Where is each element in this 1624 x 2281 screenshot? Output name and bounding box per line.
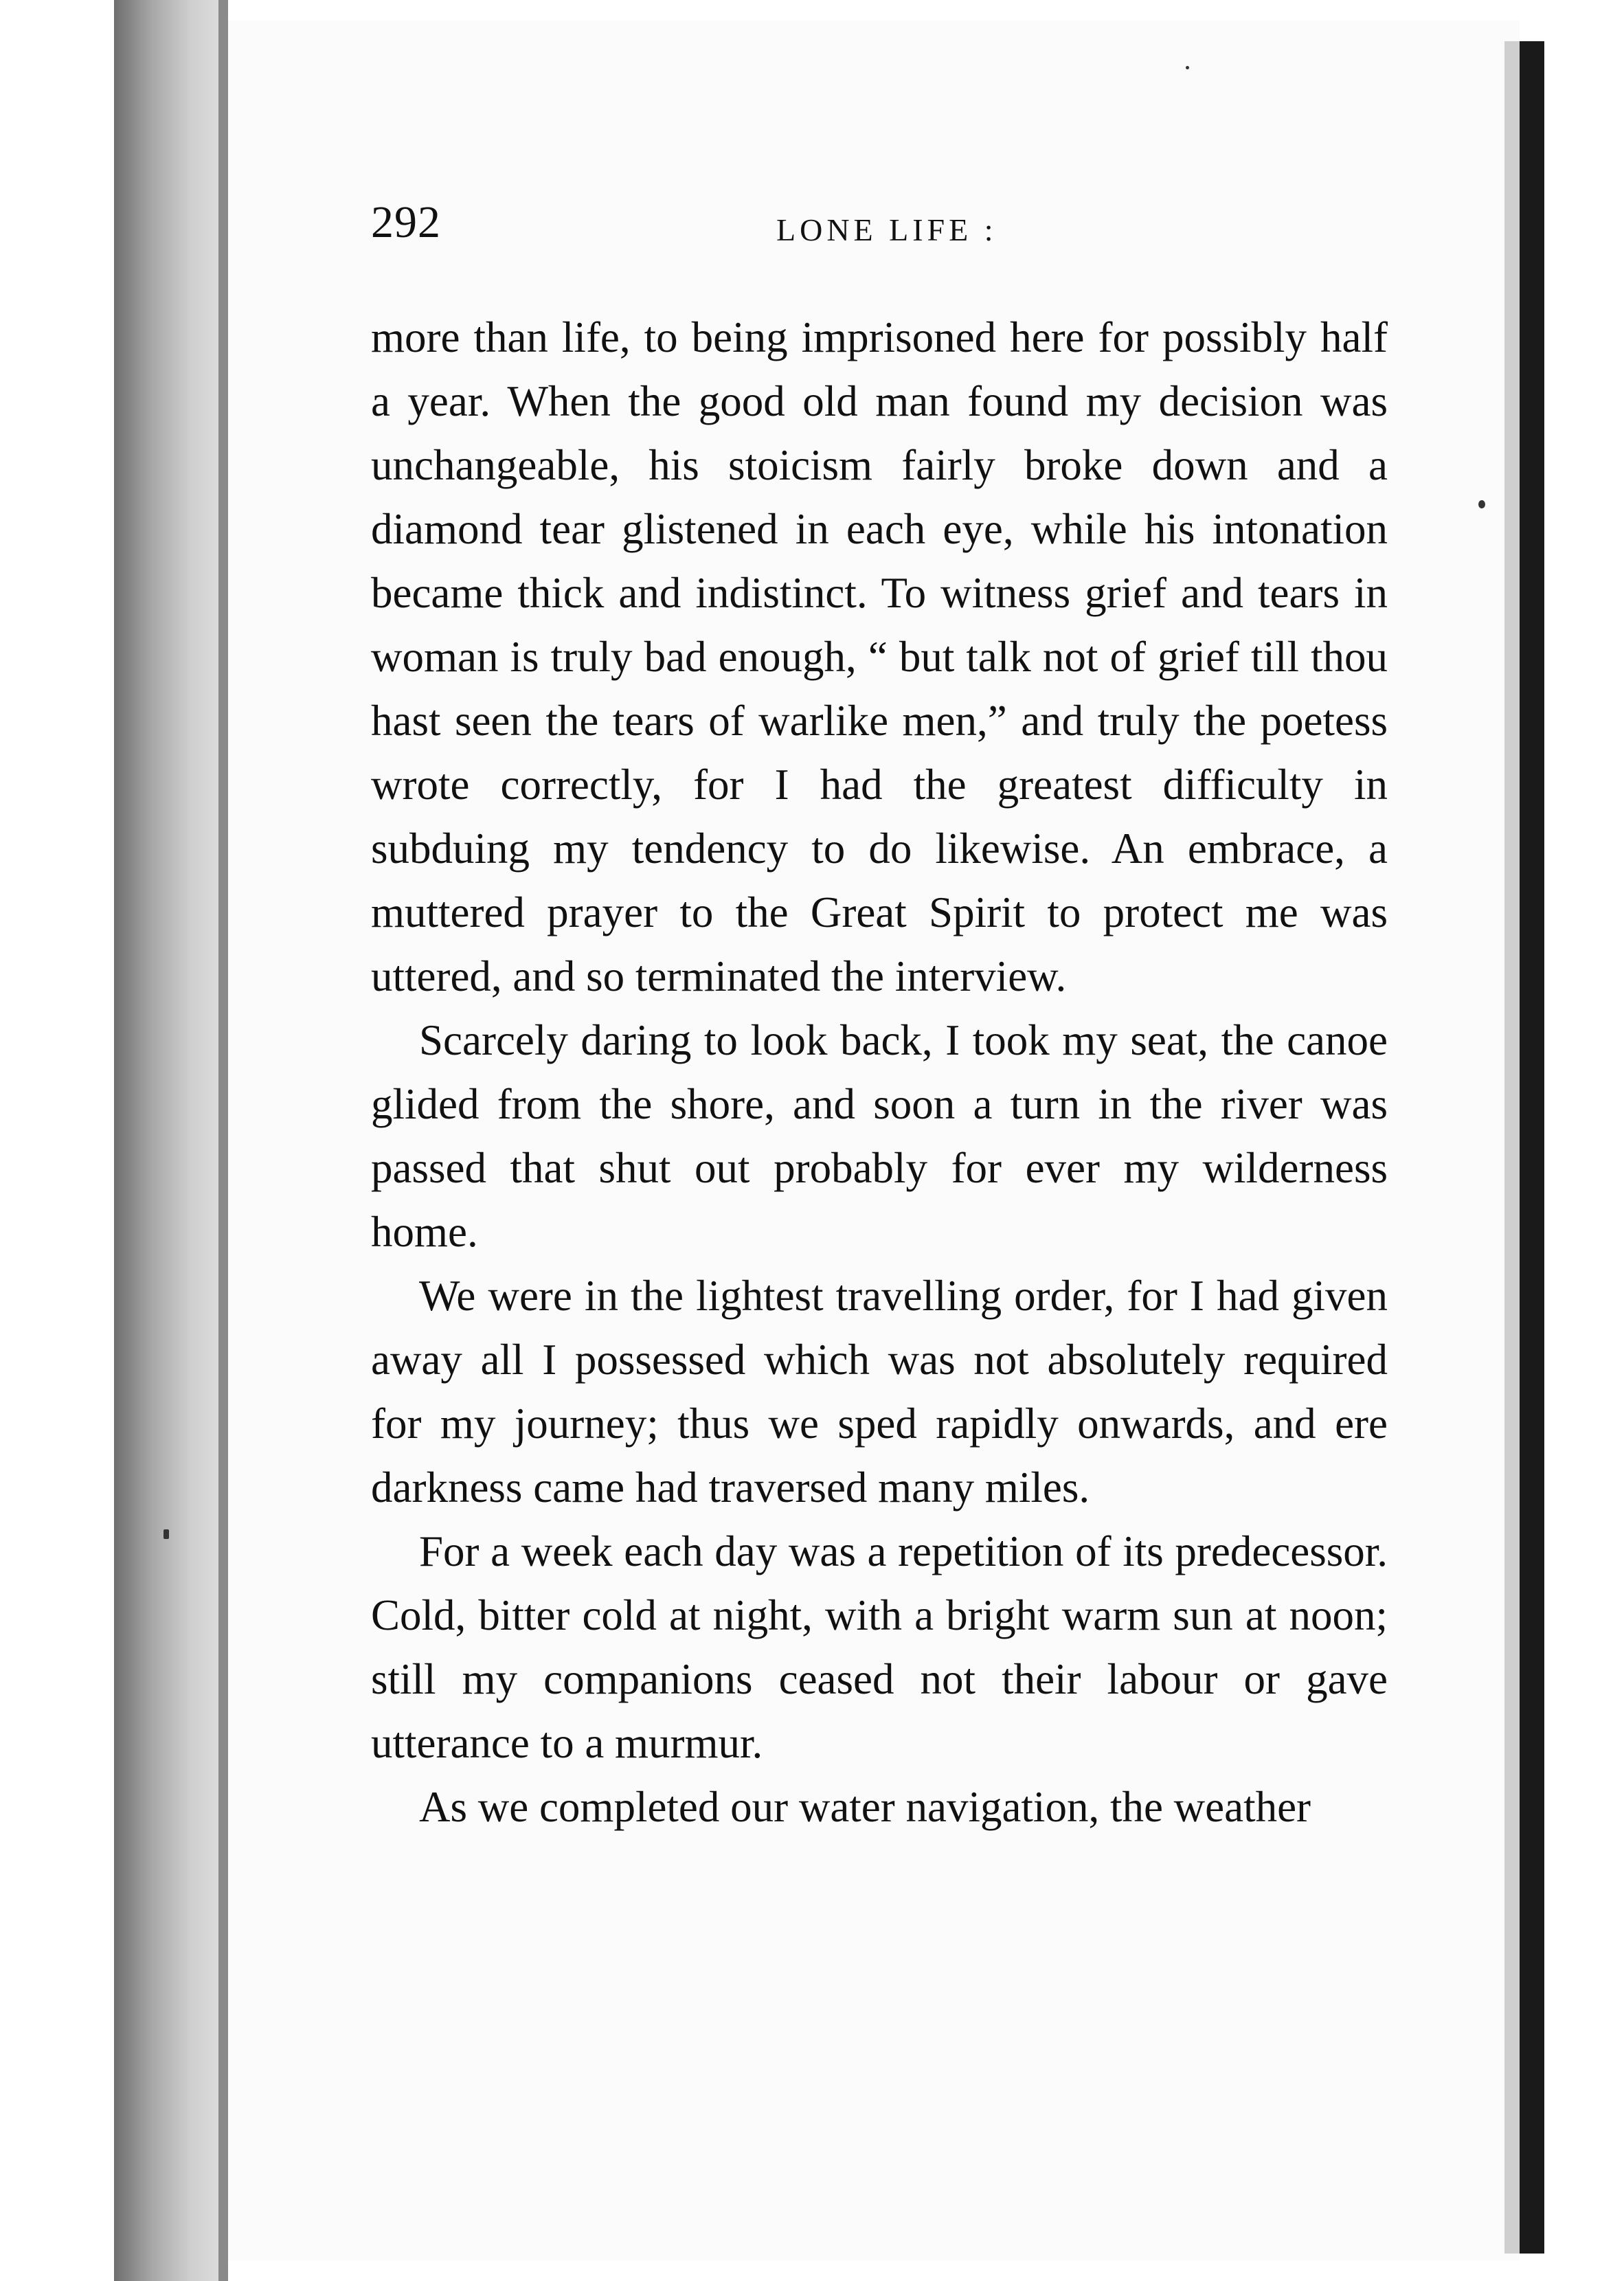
page-stack-edge [218,0,228,2281]
paragraph: Scarcely daring to look back, I took my seat, the canoe glided from the shore, and soon a turn in the river was passed that shut out probably for ever my wilderness home. [371,1016,1388,1256]
page-header [371,192,1388,275]
paragraph: more than life, to being imprisoned here for possibly half a year. When the good old man found my decision was unchangeable, his stoicism fairly broke down and a diamond tear glistened in each eye, while his intonation became thick and indistinct. To witness grief and tears in woman is truly bad enough, “ but talk not of grief till thou hast seen the tears of warlike men,” and truly the poetess wrote correctly, for I had the greatest difficulty in subduing my tendency to do likewise. An embrace, a muttered prayer to the Great Spirit to protect me was uttered, and so terminated the interview. [371,313,1388,1000]
page-number: 292 [371,197,441,247]
paragraph: We were in the lightest travelling order, for I had given away all I possessed which was not absolutely required for my journey; thus we sped rapidly onwards, and ere darkness came had traversed many miles. [371,1272,1388,1512]
book-spine-shadow [114,0,224,2281]
scan-speck [1186,66,1189,69]
right-margin [1544,0,1624,2281]
paragraph: As we completed our water navigation, the weather [419,1783,1311,1831]
scan-speck [163,1529,169,1539]
body-text [371,306,1388,1839]
scan-speck [1478,500,1485,508]
right-dark-border [1520,41,1544,2254]
right-page-gutter [1504,41,1520,2254]
running-head: LONE LIFE : [776,212,997,247]
paragraph: For a week each day was a repetition of its predecessor. Cold, bitter cold at night, with a bright warm sun at noon; still my companions ceased not their labour or gave utterance to a murmur. [371,1527,1388,1767]
